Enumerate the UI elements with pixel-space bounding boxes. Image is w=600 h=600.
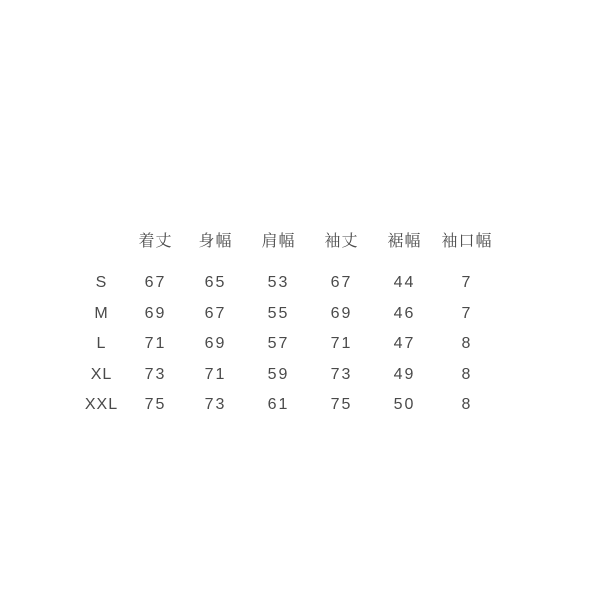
- measurement-cell: 44: [393, 274, 416, 292]
- measurement-cell: 61: [267, 396, 290, 414]
- measurement-cell: 7: [461, 304, 473, 322]
- measurement-cell: 75: [144, 396, 167, 414]
- measurement-cell: 73: [144, 365, 167, 383]
- table-row: [76, 299, 498, 330]
- measurement-cell: 73: [330, 365, 353, 383]
- header-row: [76, 224, 498, 268]
- measurement-cell: 8: [461, 396, 473, 414]
- measurement-cell: 69: [204, 335, 227, 353]
- measurement-cell: 71: [144, 335, 167, 353]
- measurement-cell: 71: [330, 335, 353, 353]
- size-label: M: [94, 304, 109, 322]
- column-header: 着丈: [138, 232, 173, 250]
- table-row: [76, 268, 498, 299]
- size-label: XXL: [84, 396, 119, 414]
- measurement-cell: 47: [393, 335, 416, 353]
- table-row: [76, 390, 498, 421]
- table-row: [76, 329, 498, 360]
- measurement-cell: 69: [330, 304, 353, 322]
- column-header: 裾幅: [387, 232, 422, 250]
- measurement-cell: 49: [393, 365, 416, 383]
- column-header: 袖丈: [324, 232, 359, 250]
- measurement-cell: 8: [461, 365, 473, 383]
- size-label: XL: [90, 365, 113, 383]
- table-row: [76, 360, 498, 391]
- measurement-cell: 8: [461, 335, 473, 353]
- measurement-cell: 57: [267, 335, 290, 353]
- measurement-cell: 67: [204, 304, 227, 322]
- measurement-cell: 73: [204, 396, 227, 414]
- size-label: L: [96, 335, 107, 353]
- table-body: [76, 268, 498, 421]
- measurement-cell: 65: [204, 274, 227, 292]
- size-chart-table: [76, 224, 498, 421]
- column-header: 肩幅: [261, 232, 296, 250]
- measurement-cell: 75: [330, 396, 353, 414]
- column-header: 袖口幅: [441, 232, 493, 250]
- measurement-cell: 46: [393, 304, 416, 322]
- measurement-cell: 67: [330, 274, 353, 292]
- size-label: S: [95, 274, 108, 292]
- measurement-cell: 7: [461, 274, 473, 292]
- measurement-cell: 67: [144, 274, 167, 292]
- measurement-cell: 50: [393, 396, 416, 414]
- measurement-cell: 69: [144, 304, 167, 322]
- corner-cell: [76, 224, 127, 268]
- column-header: 身幅: [198, 232, 233, 250]
- measurement-cell: 59: [267, 365, 290, 383]
- measurement-cell: 55: [267, 304, 290, 322]
- measurement-cell: 71: [204, 365, 227, 383]
- measurement-cell: 53: [267, 274, 290, 292]
